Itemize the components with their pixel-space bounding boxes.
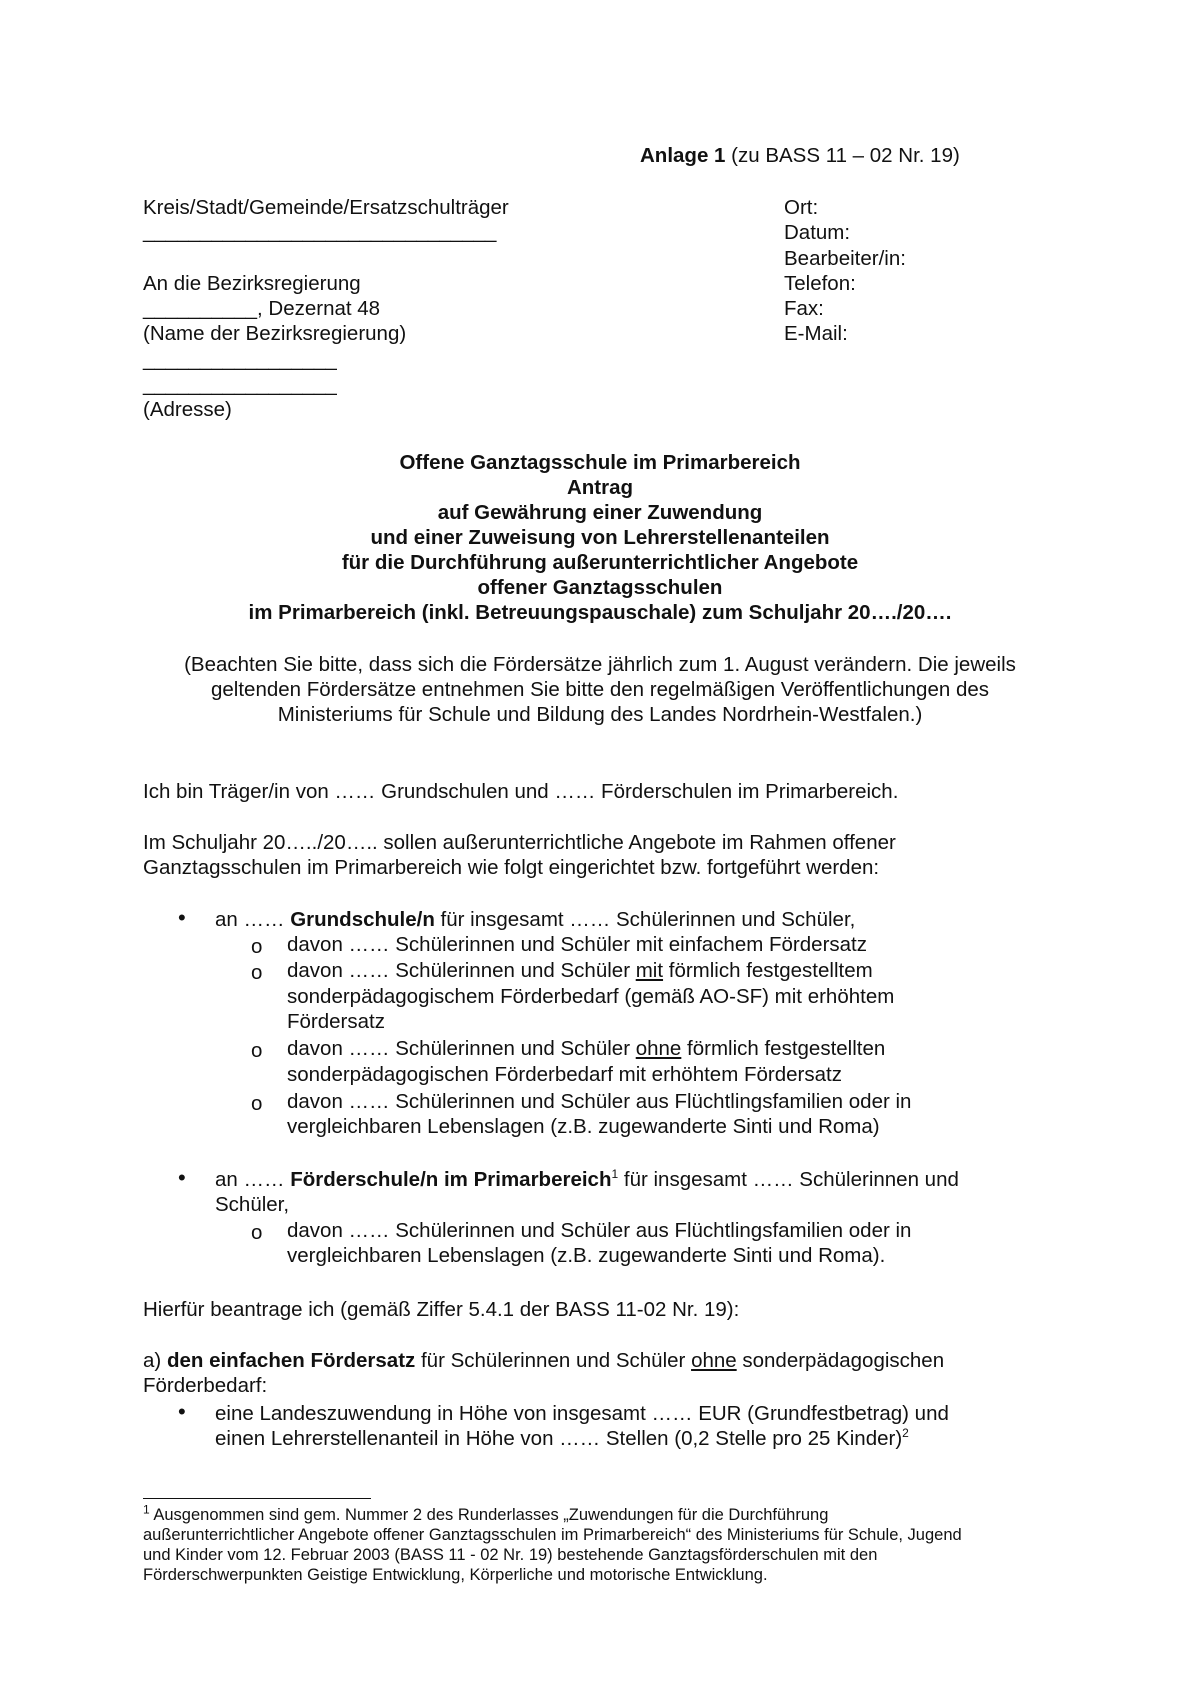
section-a-text: sonderpädagogischen [736,1349,945,1372]
schuljahr-line-2: Ganztagsschulen im Primarbereich wie folgt eingerichtet bzw. fortgeführt werden: [143,856,880,879]
traeger-sentence: Ich bin Träger/in von …… Grundschulen und …… Förderschulen im Primarbereich. [143,780,899,803]
title-line: offener Ganztagsschulen [477,576,723,599]
sub-text: förmlich festgestellten [681,1037,886,1060]
note-line: (Beachten Sie bitte, dass sich die Fördersätze jährlich zum 1. August verändern. Die jeweils [184,653,1016,676]
sub-bullet-glyph: o [251,1221,263,1244]
sub-item-ohne-foerderbedarf [287,1036,885,1061]
address-blank-line-2: _________________ [143,373,337,396]
footnote-text: Ausgenommen sind gem. Nummer 2 des Runderlasses „Zuwendungen für die Durchführung [149,1506,829,1524]
footnote-line: und Kinder vom 12. Februar 2003 (BASS 11 - 02 Nr. 19) bestehende Ganztagsförderschulen mit den [143,1546,878,1564]
note-line: Ministeriums für Schule und Bildung des Landes Nordrhein-Westfalen.) [277,703,923,726]
footnote-line: Förderschwerpunkten Geistige Entwicklung, Körperliche und motorische Entwicklung. [143,1566,768,1584]
section-a-line: Förderbedarf: [143,1374,268,1397]
sub-item-fluechtling: davon …… Schülerinnen und Schüler aus Flüchtlingsfamilien oder in [287,1090,912,1113]
annex-label: Anlage 1 [640,144,726,167]
bullet-text: an …… [215,908,291,931]
recipient-line-1: An die Bezirksregierung [143,272,361,295]
section-a-bold: den einfachen Fördersatz [166,1349,416,1372]
sub-underlined: ohne [635,1037,682,1060]
footnote-line: außerunterrichtlicher Angebote offener Ganztagsschulen im Primarbereich“ des Ministeriums für Schule, Jugend [143,1526,962,1544]
recipient-line-3: (Name der Bezirksregierung) [143,322,407,345]
traeger-label: Kreis/Stadt/Gemeinde/Ersatzschulträger [143,196,509,219]
note-line: geltenden Fördersätze entnehmen Sie bitte den regelmäßigen Veröffentlichungen des [210,678,989,701]
bullet-foerderschule [215,1167,959,1192]
bullet-text: einen Lehrerstellenanteil in Höhe von …… Stellen (0,2 Stelle pro 25 Kinder) [215,1427,903,1450]
section-a-text: a) [143,1349,167,1372]
footnote-number: 1 [143,1502,150,1517]
footnote-separator [143,1498,371,1499]
sub-bullet-glyph: o [251,1039,263,1062]
field-bearbeiter: Bearbeiter/in: [784,247,906,270]
sub-item-einfach: davon …… Schülerinnen und Schüler mit einfachem Fördersatz [287,933,867,956]
bullet-lehrerstellen [215,1426,909,1451]
sub-bullet-glyph: o [251,935,263,958]
footnote [143,1502,1073,1585]
bullet-glyph: • [178,1165,186,1190]
sub-bullet-glyph: o [251,961,263,984]
sub-item-line: vergleichbaren Lebenslagen (z.B. zugewanderte Sinti und Roma) [287,1115,880,1138]
schuljahr-line-1: Im Schuljahr 20…../20….. sollen außerunterrichtliche Angebote im Rahmen offener [143,831,896,854]
annex-source: (zu BASS 11 – 02 Nr. 19) [725,144,960,167]
title-line: im Primarbereich (inkl. Betreuungspauschale) zum Schuljahr 20…./20…. [248,601,952,624]
sub-item-line: sonderpädagogischem Förderbedarf (gemäß AO-SF) mit erhöhtem [287,985,895,1008]
recipient-line-2: __________, Dezernat 48 [143,297,381,320]
section-a-underlined: ohne [691,1349,737,1372]
sub-item-line: vergleichbaren Lebenslagen (z.B. zugewanderte Sinti und Roma). [287,1244,886,1267]
bullet-bold-text: Förderschule/n im Primarbereich [290,1168,612,1191]
sub-bullet-glyph: o [251,1092,263,1115]
address-blank-line-1: _________________ [143,348,337,371]
funding-rate-note [140,652,1060,727]
section-a [143,1348,944,1373]
beantrage-sentence: Hierfür beantrage ich (gemäß Ziffer 5.4.1 der BASS 11-02 Nr. 19): [143,1298,740,1321]
document-title [140,450,1060,625]
bullet-glyph: • [178,905,186,930]
sub-text: davon …… Schülerinnen und Schüler [287,1037,636,1060]
sub-underlined: mit [635,959,664,982]
footnote-marker: 2 [902,1426,909,1441]
sub-item-line: sonderpädagogischen Förderbedarf mit erhöhtem Fördersatz [287,1063,842,1086]
bullet-text: für insgesamt …… Schülerinnen und Schüler, [434,908,856,931]
section-a-text: für Schülerinnen und Schüler [415,1349,692,1372]
bullet-line: Schüler, [215,1193,290,1216]
field-ort: Ort: [784,196,819,219]
bullet-bold-text: Grundschule/n [290,908,435,931]
title-line: für die Durchführung außerunterrichtlicher Angebote [341,551,859,574]
bullet-text: an …… [215,1168,291,1191]
sub-item-fluechtling-foerderschule: davon …… Schülerinnen und Schüler aus Flüchtlingsfamilien oder in [287,1219,912,1242]
bullet-glyph: • [178,1399,186,1424]
bullet-text: für insgesamt …… Schülerinnen und [618,1168,959,1191]
sub-item-mit-foerderbedarf [287,958,873,983]
traeger-blank-line: _______________________________ [143,220,497,243]
field-email: E-Mail: [784,322,848,345]
field-telefon: Telefon: [784,272,856,295]
annex-reference [640,143,960,168]
sub-text: förmlich festgestelltem [663,959,873,982]
field-fax: Fax: [784,297,824,320]
title-line: Antrag [566,476,634,499]
title-line: und einer Zuweisung von Lehrerstellenanteilen [370,526,830,549]
bullet-landeszuwendung: eine Landeszuwendung in Höhe von insgesamt …… EUR (Grundfestbetrag) und [215,1402,949,1425]
field-datum: Datum: [784,221,851,244]
footnote-line [143,1502,1073,1525]
title-line: auf Gewährung einer Zuwendung [437,501,763,524]
title-line: Offene Ganztagsschule im Primarbereich [399,451,801,474]
footnote-marker: 1 [611,1167,619,1182]
bullet-grundschule [215,907,855,932]
sub-text: davon …… Schülerinnen und Schüler [287,959,636,982]
sub-item-line: Fördersatz [287,1010,385,1033]
address-label: (Adresse) [143,398,232,421]
